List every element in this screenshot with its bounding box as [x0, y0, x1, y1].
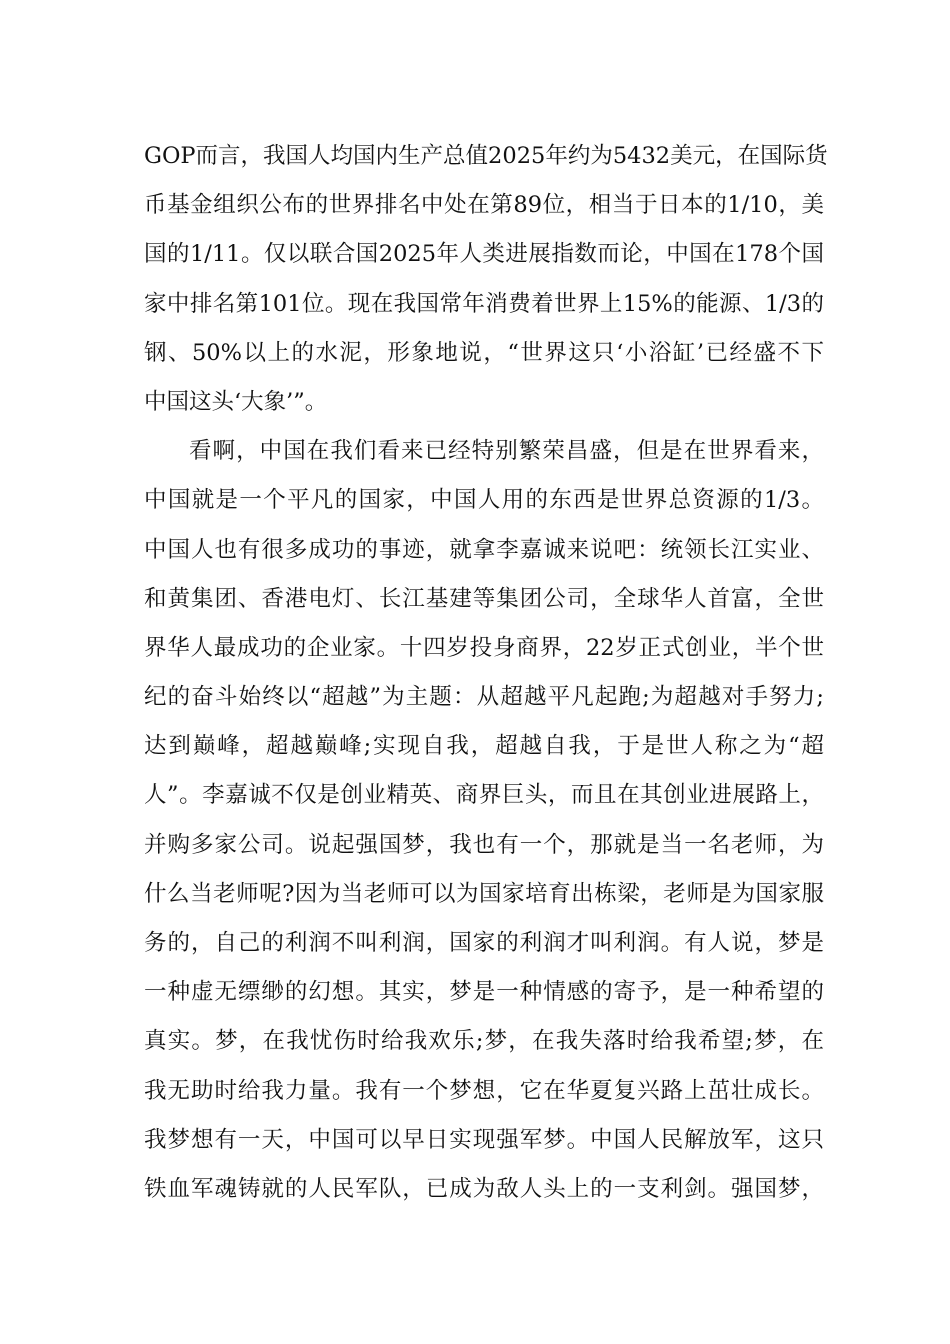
- text-line: 看啊，中国在我们看来已经特别繁荣昌盛，但是在世界看来，: [189, 438, 824, 465]
- text-line: 并购多家公司。说起强国梦，我也有一个，那就是当一名老师，为: [144, 831, 824, 858]
- text-line: 家中排名第101位。现在我国常年消费着世界上15%的能源、1/3的: [144, 290, 824, 317]
- text-line: 我无助时给我力量。我有一个梦想，它在华夏复兴路上茁壮成长。: [144, 1077, 824, 1104]
- text-line: 国的1/11。仅以联合国2025年人类进展指数而论，中国在178个国: [144, 241, 824, 268]
- text-line: 我梦想有一天，中国可以早日实现强军梦。中国人民解放军，这只: [144, 1126, 824, 1153]
- text-line: 钢、50%以上的水泥，形象地说，“世界这只‘小浴缸’已经盛不下: [144, 339, 824, 366]
- paragraph-1: [144, 132, 828, 427]
- text-line: 什么当老师呢?因为当老师可以为国家培育出栋梁，老师是为国家服: [144, 880, 824, 907]
- text-line: 铁血军魂铸就的人民军队，已成为敌人头上的一支利剑。强国梦，: [144, 1175, 824, 1202]
- text-line: 中国人也有很多成功的事迹，就拿李嘉诚来说吧：统领长江实业、: [144, 536, 824, 563]
- text-line: 和黄集团、香港电灯、长江基建等集团公司，全球华人首富，全世: [144, 585, 824, 612]
- text-line: 务的，自己的利润不叫利润，国家的利润才叫利润。有人说，梦是: [144, 930, 824, 956]
- text-line: 纪的奋斗始终以“超越”为主题：从超越平凡起跑;为超越对手努力;: [144, 684, 824, 711]
- text-line: 中国就是一个平凡的国家，中国人用的东西是世界总资源的1/3。: [144, 487, 824, 514]
- text-line: 真实。梦，在我忧伤时给我欢乐;梦，在我失落时给我希望;梦，在: [144, 1028, 824, 1055]
- text-line: 人”。李嘉诚不仅是创业精英、商界巨头，而且在其创业进展路上，: [144, 782, 824, 809]
- text-line: 一种虚无缥缈的幻想。其实，梦是一种情感的寄予，是一种希望的: [144, 979, 824, 1006]
- text-line: 达到巅峰，超越巅峰;实现自我，超越自我，于是世人称之为“超: [144, 733, 824, 760]
- text-line: GOP而言，我国人均国内生产总值2025年约为5432美元，在国际货: [144, 143, 828, 169]
- text-line: 中国这头‘大象’”。: [144, 388, 328, 415]
- text-line: 币基金组织公布的世界排名中处在第89位，相当于日本的1/10，美: [144, 192, 824, 219]
- body-text: [144, 132, 828, 1214]
- text-line: 界华人最成功的企业家。十四岁投身商界，22岁正式创业，半个世: [144, 634, 824, 661]
- paragraph-2: [144, 427, 824, 1214]
